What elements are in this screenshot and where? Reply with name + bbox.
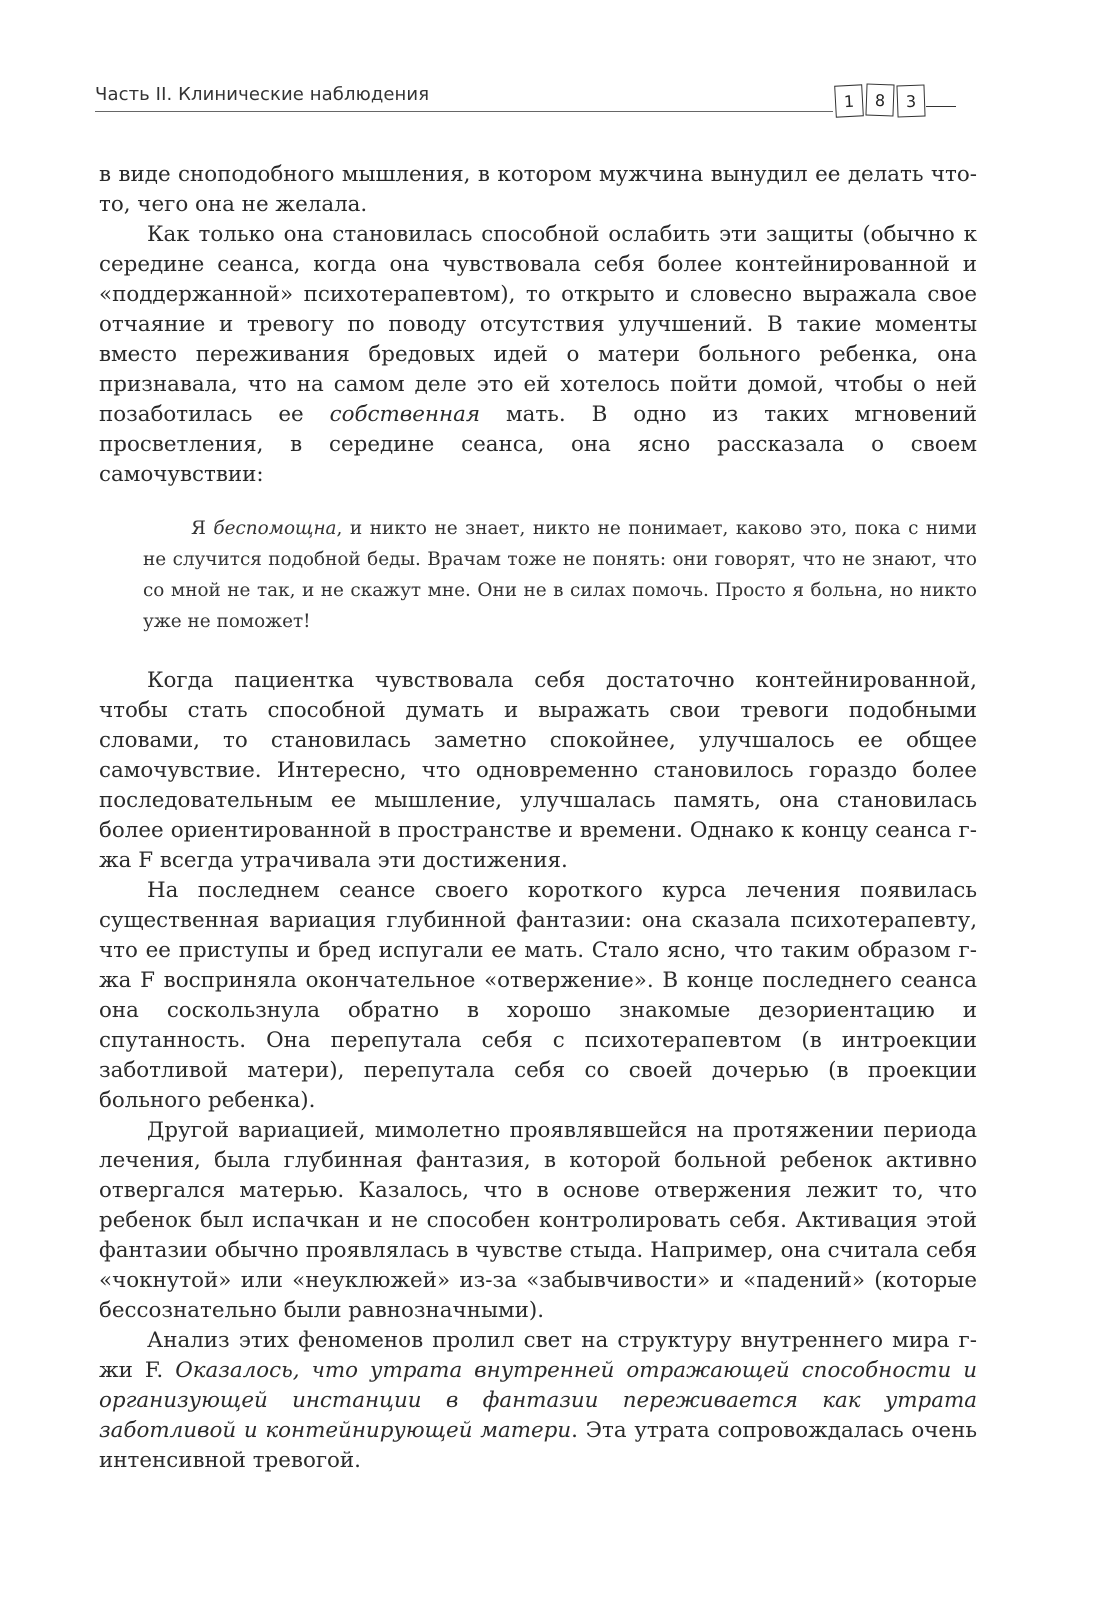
- paragraph-6-text-a: Анализ этих феноменов пролил свет на структуру внутреннего мира г-жи F.: [99, 1328, 977, 1383]
- paragraph-6: [99, 1326, 977, 1476]
- paragraph-2-text-b: мать. В одно из таких мгновений просветления, в середине сеанса, она ясно рассказала о своем самочувствии:: [99, 402, 977, 487]
- page-number-digit: 3: [896, 84, 925, 117]
- quote-italic: беспомощна: [213, 518, 337, 539]
- quote-text-b: , и никто не знает, никто не понимает, каково это, пока с ними не случится подобной беды. Врачам тоже не понять: они говорят, что не знают, что со мной не так, и не скажут мне. Они не в силах помочь. Просто я больна, но никто уже не поможет!: [143, 518, 977, 632]
- paragraph-2-italic: собственная: [329, 402, 480, 427]
- running-title: Часть II. Клинические наблюдения: [95, 84, 430, 105]
- quote-text-a: Я: [191, 518, 214, 539]
- paragraph-5: Другой вариацией, мимолетно проявлявшейся на протяжении периода лечения, была глубинная фантазия, в которой больной ребенок активно отвергался матерью. Казалось, что в основе отвержения лежит то, что ребенок был испачкан и не способен контролировать себя. Активация этой фантазии обычно проявлялась в чувстве стыда. Например, она считала себя «чокнутой» или «неуклюжей» из-за «забывчивости» и «падений» (которые бессознательно были равнозначными).: [99, 1118, 977, 1323]
- paragraph-2: [99, 220, 977, 490]
- paragraph-1: в виде сноподобного мышления, в котором мужчина вынудил ее делать что-то, чего она не желала.: [99, 162, 977, 217]
- body-text: [99, 160, 977, 1476]
- page-number: [835, 82, 956, 117]
- paragraph-4: На последнем сеансе своего короткого курса лечения появилась существенная вариация глубинной фантазии: она сказала психотерапевту, что ее приступы и бред испугали ее мать. Стало ясно, что таким образом г-жа F восприняла окончательное «отвержение». В конце последнего сеанса она соскользнула обратно в хорошо знакомые дезориентацию и спутанность. Она перепутала себя с психотерапевтом (в интроекции заботливой матери), перепутала себя со своей дочерью (в проекции больного ребенка).: [99, 878, 977, 1113]
- paragraph-3: Когда пациентка чувствовала себя достаточно контейнированной, чтобы стать способной думать и выражать свои тревоги подобными словами, то становилась заметно спокойнее, улучшалось ее общее самочувствие. Интересно, что одновременно становилось гораздо более последовательным ее мышление, улучшалась память, она становилась более ориентированной в пространстве и времени. Однако к концу сеанса г-жа F всегда утрачивала эти достижения.: [99, 668, 977, 873]
- running-head: [95, 78, 995, 124]
- paragraph-2-text-a: Как только она становилась способной ослабить эти защиты (обычно к середине сеанса, когда она чувствовала себя более контейнированной и «поддержанной» психотерапевтом), то открыто и словесно выражала свое отчаяние и тревогу по поводу отсутствия улучшений. В такие моменты вместо переживания бредовых идей о матери больного ребенка, она признавала, что на самом деле это ей хотелось пойти домой, чтобы о ней позаботилась ее: [99, 222, 977, 427]
- block-quote: [143, 513, 977, 637]
- paragraph-6-italic: Оказалось, что утрата внутренней отражающей способности и организующей инстанции в фантазии переживается как утрата заботливой и контейнирующей матери: [99, 1358, 978, 1443]
- block-quote-text: [143, 513, 977, 637]
- page-number-tail-rule: [926, 106, 956, 107]
- header-rule: [95, 111, 833, 112]
- paragraph-6-text-b: . Эта утрата сопровождалась очень интенсивной тревогой.: [99, 1418, 977, 1473]
- page-number-digit: 1: [834, 84, 864, 117]
- page-number-digit: 8: [865, 83, 894, 116]
